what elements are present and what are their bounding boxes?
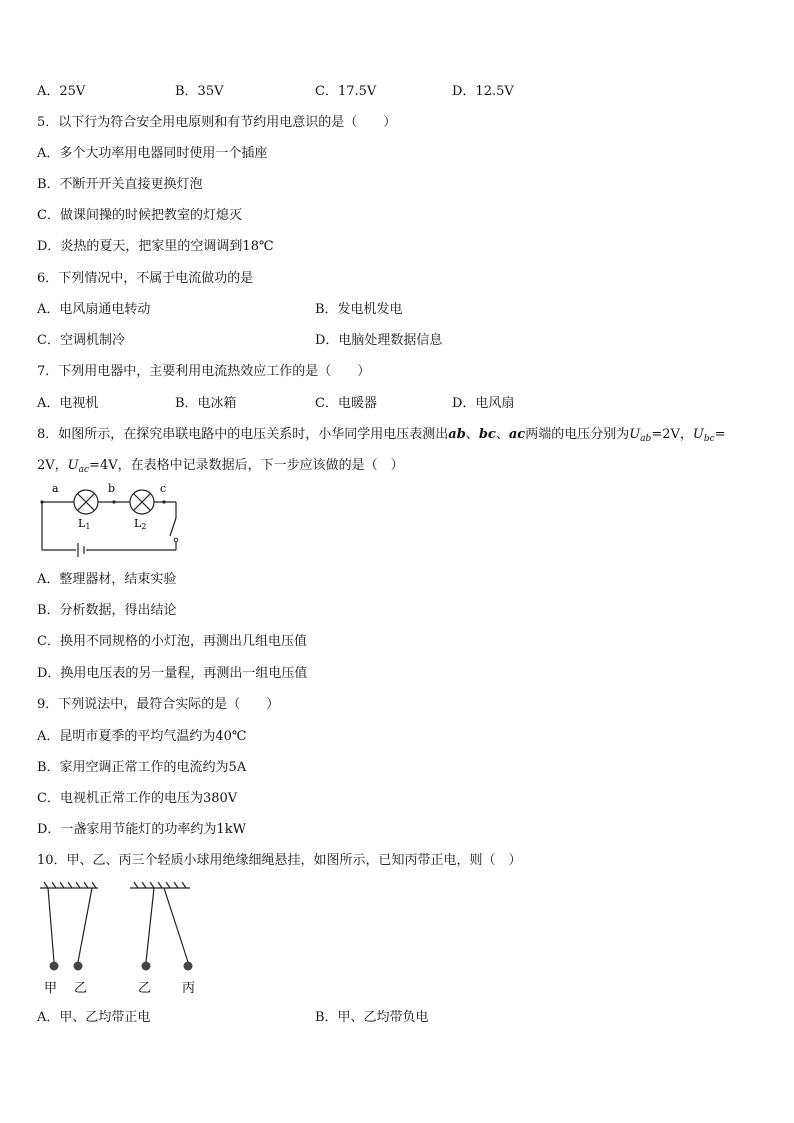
q4-option-b: B．35V [175,84,224,99]
q8-stem-line2: 2V，$U_{ac}=4V$，在表格中记录数据后，下一步应该做的是（ ） [37,458,404,475]
q5-option-a: A．多个大功率用电器同时使用一个插座 [37,146,268,161]
q8-option-b: B．分析数据，得出结论 [37,603,177,618]
label-bing: 丙 [182,981,196,996]
label-l1: L1 [78,517,91,531]
series-circuit-diagram [38,482,188,557]
q5-stem: 5．以下行为符合安全用电原则和有节约用电意识的是（ ） [37,115,397,130]
q8-ab: ab [448,427,466,442]
q7-option-d: D．电风扇 [452,396,515,411]
q9-stem: 9．下列说法中，最符合实际的是（ ） [37,697,280,712]
label-jia: 甲 [44,981,58,996]
q8-ac: ac [508,427,526,442]
q7-stem: 7．下列用电器中，主要利用电流热效应工作的是（ ） [37,364,371,379]
label-l2: L2 [134,517,147,531]
q8-option-c: C．换用不同规格的小灯泡，再测出几组电压值 [37,634,307,649]
ball-yi-right [142,962,151,971]
q8-stem-line1: 8．如图所示，在探究串联电路中的电压关系时，小华同学用电压表测出ab、bc、ac两端的电压分别为$U_{ab}=2V$，$U_{bc}=$ [37,427,726,444]
q7-option-b: B．电冰箱 [175,396,237,411]
q9-option-a: A．昆明市夏季的平均气温约为40℃ [37,729,247,744]
q4-option-c: C．17.5V [315,84,377,99]
q8-option-a: A．整理器材，结束实验 [37,572,177,587]
q5-option-d: D．炎热的夏天，把家里的空调调到18℃ [37,239,274,254]
q4-option-a: A．25V [37,84,86,99]
q10-option-a: A．甲、乙均带正电 [37,1010,151,1025]
charged-balls-diagram [38,880,213,998]
q10-option-b: B．甲、乙均带负电 [315,1010,429,1025]
label-yi-left: 乙 [74,981,88,996]
q8-bc: bc [478,427,496,442]
q5-option-c: C．做课间操的时候把教室的灯熄灭 [37,208,242,223]
label-c: c [160,482,167,495]
q6-option-b: B．发电机发电 [315,302,403,317]
ball-jia [50,962,59,971]
q6-option-d: D．电脑处理数据信息 [315,333,443,348]
label-b: b [108,482,116,495]
ball-yi-left [74,962,83,971]
node-b [112,500,115,503]
q4-option-d: D．12.5V [452,84,514,99]
q6-option-a: A．电风扇通电转动 [37,302,151,317]
q9-option-c: C．电视机正常工作的电压为380V [37,791,238,806]
q5-option-b: B．不断开开关直接更换灯泡 [37,177,203,192]
label-yi-right: 乙 [138,981,152,996]
ball-bing [184,962,193,971]
q10-stem: 10．甲、乙、丙三个轻质小球用绝缘细绳悬挂，如图所示，已知丙带正电，则（ ） [37,853,522,868]
q6-stem: 6．下列情况中，不属于电流做功的是 [37,271,254,286]
label-a: a [52,482,59,495]
q7-option-c: C．电暖器 [315,396,377,411]
q9-option-b: B．家用空调正常工作的电流约为5A [37,760,247,775]
q7-option-a: A．电视机 [37,396,99,411]
q8-option-d: D．换用电压表的另一量程，再测出一组电压值 [37,666,308,681]
node-c [162,500,165,503]
q9-option-d: D．一盏家用节能灯的功率约为1kW [37,822,246,837]
q6-option-c: C．空调机制冷 [37,333,125,348]
node-a [40,500,43,503]
